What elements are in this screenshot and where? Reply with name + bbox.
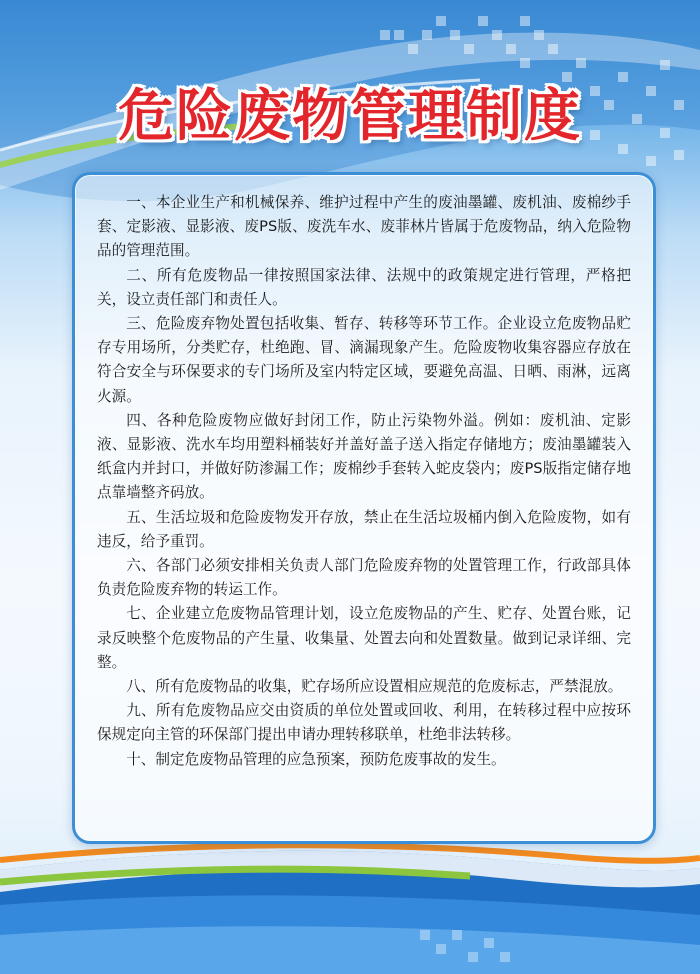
- page-title: 危险废物管理制度: [118, 84, 582, 149]
- rule-paragraph-2: 二、所有危废物品一律按照国家法律、法规中的政策规定进行管理，严格把关，设立责任部门和责任人。: [97, 266, 631, 308]
- rule-paragraph-5: 五、生活垃圾和危险废物发开存放，禁止在生活垃圾桶内倒入危险废物，如有违反，给予重罚。: [97, 508, 631, 550]
- content-panel: [72, 172, 656, 844]
- rule-paragraph-9: 九、所有危废物品应交由资质的单位处置或回收、利用，在转移过程中应按环保规定向主管的环保部门提出申请办理转移联单，杜绝非法转移。: [97, 702, 631, 744]
- rule-paragraph-10: 十、制定危废物品管理的应急预案，预防危废事故的发生。: [126, 750, 506, 768]
- pixel-squares-bottom: [420, 930, 510, 962]
- rule-paragraph-6: 六、各部门必须安排相关负责人部门危险废弃物的处置管理工作，行政部具体负责危险废弃物的转运工作。: [97, 557, 631, 599]
- rule-paragraph-7: 七、企业建立危废物品管理计划，设立危废物品的产生、贮存、处置台账，记录反映整个危废物品的产生量、收集量、处置去向和处置数量。做到记录详细、完整。: [97, 605, 631, 671]
- rule-paragraph-3: 三、危险废弃物处置包括收集、暂存、转移等环节工作。企业设立危废物品贮存专用场所，分类贮存，杜绝跑、冒、滴漏现象产生。危险废物收集容器应存放在符合安全与环保要求的专门场所及室内特定区域，要避免高温、日晒、雨淋，远离火源。: [97, 315, 631, 405]
- rule-paragraph-4: 四、各种危险废物应做好封闭工作，防止污染物外溢。例如：废机油、定影液、显影液、洗水车均用塑料桶装好并盖好盖子送入指定存储地方；废油墨罐装入纸盒内并封口，并做好防渗漏工作；废棉纱手套转入蛇皮袋内；废PS版指定储存地点靠墙整齐码放。: [97, 411, 631, 502]
- rule-paragraph-1: 一、本企业生产和机械保养、维护过程中产生的废油墨罐、废机油、废棉纱手套、定影液、显影液、废PS版、废洗车水、废菲林片皆属于危废物品，纳入危险物品的管理范围。: [97, 194, 631, 260]
- rule-paragraph-8: 八、所有危废物品的收集，贮存场所应设置相应规范的危废标志，严禁混放。: [126, 678, 623, 696]
